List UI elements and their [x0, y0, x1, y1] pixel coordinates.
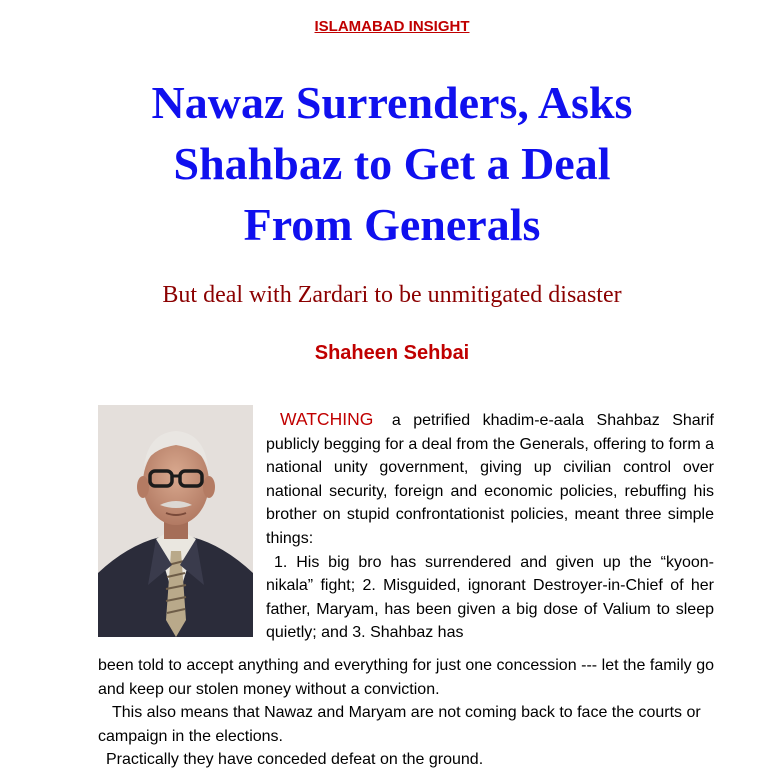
- author-photo: [98, 405, 253, 637]
- headline-line-3: From Generals: [243, 199, 541, 250]
- paragraph-3: This also means that Nawaz and Maryam are not coming back to face the courts or campaign in the elections.: [98, 704, 701, 745]
- article-wrapped-text: [266, 408, 714, 645]
- paragraph-1-text: a petrified khadim-e-aala Shahbaz Sharif publicly begging for a deal from the Generals, offering to form a national unity government, giving up civilian control over national security, foreign and economic policies, rebuffing his brother on stupid confrontationist policies, meant three simple things:: [266, 412, 714, 547]
- headline: [0, 72, 784, 255]
- headline-line-1: Nawaz Surrenders, Asks: [151, 77, 633, 128]
- section-kicker: ISLAMABAD INSIGHT: [314, 18, 470, 35]
- byline: Shaheen Sehbai: [314, 342, 470, 364]
- paragraph-2-end: been told to accept anything and everything for just one concession --- let the family go and keep our stolen money without a conviction.: [98, 657, 714, 698]
- subheadline: But deal with Zardari to be unmitigated disaster: [162, 282, 622, 308]
- author-portrait-icon: [98, 405, 253, 637]
- paragraph-2-start: 1. His big bro has surrendered and given up the “kyoon-nikala” fight; 2. Misguided, ignorant Destroyer-in-Chief of her father, Maryam, has been given a big dose of Valium to sleep quietly; and 3. Shahbaz has: [266, 553, 714, 642]
- paragraph-1: [266, 408, 714, 551]
- headline-line-2: Shahbaz to Get a Deal: [173, 138, 611, 189]
- lead-word: WATCHING: [280, 409, 374, 429]
- article-full-text: [98, 654, 714, 772]
- paragraph-4: Practically they have conceded defeat on the ground.: [106, 751, 484, 769]
